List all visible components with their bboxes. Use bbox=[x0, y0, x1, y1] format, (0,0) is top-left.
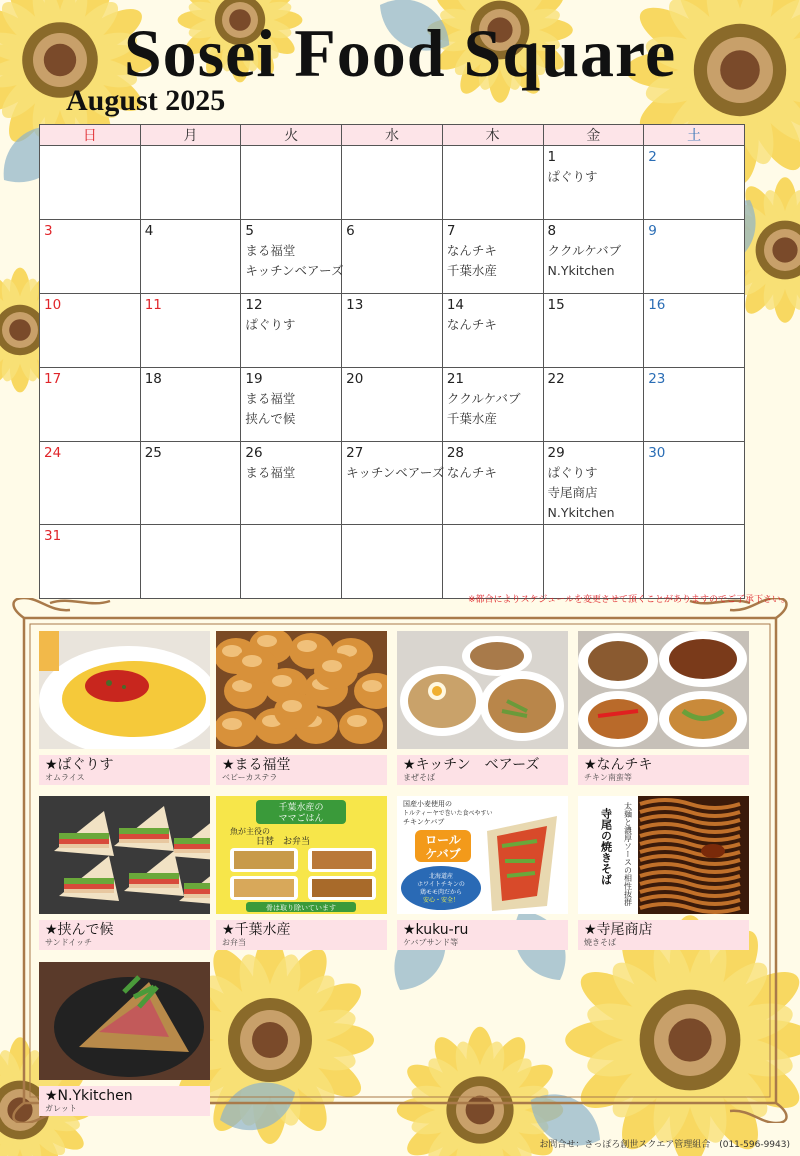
day-number: 27 bbox=[346, 445, 364, 461]
day-number: 15 bbox=[547, 297, 565, 313]
calendar-week-row bbox=[40, 442, 745, 525]
calendar-event: まる福堂 bbox=[245, 391, 296, 406]
day-number: 6 bbox=[346, 223, 355, 239]
svg-text:魚が主役の: 魚が主役の bbox=[230, 827, 270, 836]
day-number: 14 bbox=[446, 297, 464, 313]
calendar-day-cell bbox=[644, 146, 745, 220]
day-number: 29 bbox=[547, 445, 565, 461]
day-number: 13 bbox=[346, 297, 364, 313]
vendor-menu: 焼きそば bbox=[584, 938, 616, 947]
weekday-header: 金 bbox=[543, 125, 644, 146]
vendor-photo bbox=[39, 962, 210, 1080]
vendor-menu: サンドイッチ bbox=[45, 938, 93, 947]
vendor-menu: お弁当 bbox=[222, 938, 246, 947]
calendar-day-cell bbox=[543, 294, 644, 368]
day-number: 22 bbox=[547, 371, 565, 387]
vendor-card bbox=[397, 631, 568, 783]
calendar-week-row bbox=[40, 220, 745, 294]
calendar-day-cell bbox=[40, 525, 141, 599]
weekday-header: 月 bbox=[140, 125, 241, 146]
vendor-caption bbox=[39, 755, 210, 785]
calendar-day-cell bbox=[241, 525, 342, 599]
vendor-photo bbox=[578, 796, 749, 914]
calendar-event: なんチキ bbox=[446, 243, 497, 258]
calendar-day-cell bbox=[442, 525, 543, 599]
vendor-menu: ケバブサンド等 bbox=[403, 938, 459, 947]
vendor-photo bbox=[39, 631, 210, 749]
calendar-event: ぱぐりす bbox=[547, 465, 598, 480]
calendar-event: 千葉水産 bbox=[446, 263, 497, 278]
vendor-caption bbox=[578, 755, 749, 785]
vendor-card bbox=[39, 631, 210, 783]
calendar-day-cell bbox=[442, 220, 543, 294]
vendor-photo bbox=[39, 796, 210, 914]
vendor-caption bbox=[39, 1086, 210, 1116]
vendor-caption bbox=[216, 920, 387, 950]
day-number: 24 bbox=[44, 445, 62, 461]
calendar-day-cell bbox=[140, 220, 241, 294]
vendor-name: ★N.Ykitchen bbox=[45, 1088, 133, 1104]
vendor-name: ★まる福堂 bbox=[222, 757, 291, 773]
day-number: 12 bbox=[245, 297, 263, 313]
calendar-day-cell bbox=[140, 368, 241, 442]
vendor-photo bbox=[397, 796, 568, 914]
calendar-day-cell bbox=[543, 220, 644, 294]
day-number: 17 bbox=[44, 371, 62, 387]
day-number: 3 bbox=[44, 223, 53, 239]
vendor-menu: ガレット bbox=[45, 1104, 77, 1113]
svg-text:ホワイトチキンの: ホワイトチキンの bbox=[417, 881, 465, 888]
vendor-card bbox=[578, 796, 749, 948]
calendar-day-cell bbox=[543, 368, 644, 442]
calendar-event: ぱぐりす bbox=[547, 169, 598, 184]
svg-text:国産小麦使用の: 国産小麦使用の bbox=[403, 800, 452, 808]
weekday-header: 木 bbox=[442, 125, 543, 146]
vendor-menu: チキン南蛮等 bbox=[584, 773, 632, 782]
svg-text:鶏モモ肉だから: 鶏モモ肉だから bbox=[419, 889, 463, 896]
calendar-event: ククルケバブ bbox=[547, 243, 622, 258]
calendar-day-cell bbox=[40, 146, 141, 220]
day-number: 26 bbox=[245, 445, 263, 461]
calendar-day-cell bbox=[543, 525, 644, 599]
day-number: 28 bbox=[446, 445, 464, 461]
svg-text:日替 お弁当: 日替 お弁当 bbox=[256, 837, 311, 847]
vendor-caption bbox=[397, 755, 568, 785]
vendor-name: ★kuku-ru bbox=[403, 922, 469, 938]
day-number: 1 bbox=[547, 149, 557, 165]
calendar-event: ククルケバブ bbox=[446, 391, 521, 406]
schedule-change-note: ※都合によりスケジュールを変更させて頂くことがありますのでご了承下さい。 bbox=[467, 595, 790, 605]
svg-text:安心・安全！: 安心・安全！ bbox=[422, 897, 460, 904]
calendar-day-cell bbox=[543, 146, 644, 220]
day-number: 4 bbox=[144, 223, 154, 239]
vendor-menu: オムライス bbox=[45, 773, 85, 782]
calendar-day-cell bbox=[140, 442, 241, 525]
calendar-day-cell bbox=[241, 368, 342, 442]
weekday-header: 火 bbox=[241, 125, 342, 146]
day-number: 5 bbox=[245, 223, 254, 239]
day-number: 21 bbox=[446, 371, 464, 387]
calendar-week-row bbox=[40, 294, 745, 368]
day-number: 16 bbox=[648, 297, 666, 313]
calendar-event: N.Ykitchen bbox=[547, 263, 615, 278]
svg-text:骨は取り除いています: 骨は取り除いています bbox=[266, 904, 336, 912]
day-number: 11 bbox=[144, 297, 162, 313]
contact-info: お問合せ：さっぽろ創世スクエア管理組合 (011-596-9943) bbox=[539, 1140, 790, 1150]
calendar-day-cell bbox=[342, 294, 443, 368]
vendor-menu: ベビーカステラ bbox=[222, 773, 278, 782]
calendar-day-cell bbox=[40, 442, 141, 525]
vendor-photo bbox=[578, 631, 749, 749]
calendar-day-cell bbox=[40, 294, 141, 368]
weekday-header: 日 bbox=[40, 125, 141, 146]
svg-text:ケバブ: ケバブ bbox=[425, 847, 461, 861]
calendar-day-cell bbox=[342, 442, 443, 525]
weekday-header: 土 bbox=[644, 125, 745, 146]
calendar-day-cell bbox=[442, 368, 543, 442]
vendor-name: ★千葉水産 bbox=[222, 922, 291, 938]
page-title: Sosei Food Square bbox=[123, 15, 677, 91]
vendor-photo bbox=[397, 631, 568, 749]
vendor-name: ★挟んで候 bbox=[45, 922, 114, 938]
calendar-event: ぱぐりす bbox=[245, 317, 296, 332]
day-number: 10 bbox=[44, 297, 62, 313]
svg-text:太麺と濃厚ソースの相性抜群: 太麺と濃厚ソースの相性抜群 bbox=[623, 802, 633, 906]
svg-text:北海道産: 北海道産 bbox=[428, 873, 454, 880]
calendar-day-cell bbox=[241, 294, 342, 368]
vendor-caption bbox=[397, 920, 568, 950]
calendar-event: キッチンベアーズ bbox=[346, 465, 445, 480]
vendor-photo bbox=[216, 631, 387, 749]
vendor-card bbox=[39, 796, 210, 948]
calendar-day-cell bbox=[342, 146, 443, 220]
calendar-day-cell bbox=[241, 220, 342, 294]
vendor-card bbox=[216, 796, 387, 948]
svg-text:寺尾の焼きそば: 寺尾の焼きそば bbox=[599, 808, 613, 885]
calendar-day-cell bbox=[644, 442, 745, 525]
calendar-day-cell bbox=[644, 294, 745, 368]
day-number: 30 bbox=[648, 445, 666, 461]
calendar-event: なんチキ bbox=[446, 465, 497, 480]
day-number: 2 bbox=[648, 149, 657, 165]
vendor-card bbox=[578, 631, 749, 783]
day-number: 23 bbox=[648, 371, 666, 387]
day-number: 7 bbox=[446, 223, 456, 239]
day-number: 8 bbox=[547, 223, 557, 239]
calendar-body bbox=[40, 146, 745, 599]
calendar-day-cell bbox=[342, 368, 443, 442]
calendar-day-cell bbox=[40, 220, 141, 294]
vendor-menu: まぜそば bbox=[403, 773, 435, 782]
calendar-day-cell bbox=[140, 525, 241, 599]
calendar-week-row bbox=[40, 525, 745, 599]
weekday-header-row bbox=[40, 125, 745, 146]
calendar-day-cell bbox=[40, 368, 141, 442]
vendor-card bbox=[216, 631, 387, 783]
vendor-photo bbox=[216, 796, 387, 914]
calendar-event: キッチンベアーズ bbox=[245, 263, 344, 278]
svg-text:ママごはん: ママごはん bbox=[278, 814, 324, 824]
calendar-day-cell bbox=[140, 294, 241, 368]
calendar-event: 千葉水産 bbox=[446, 411, 497, 426]
calendar-day-cell bbox=[644, 220, 745, 294]
calendar-day-cell bbox=[342, 525, 443, 599]
day-number: 18 bbox=[144, 371, 162, 387]
calendar-week-row bbox=[40, 146, 745, 220]
svg-text:トルティーヤで巻いた食べやすい: トルティーヤで巻いた食べやすい bbox=[403, 810, 493, 817]
weekday-header: 水 bbox=[342, 125, 443, 146]
vendor-name: ★寺尾商店 bbox=[584, 922, 653, 938]
calendar-day-cell bbox=[442, 146, 543, 220]
svg-text:チキンケバブ: チキンケバブ bbox=[403, 818, 445, 826]
day-number: 31 bbox=[44, 528, 62, 544]
calendar-day-cell bbox=[241, 146, 342, 220]
svg-text:ロール: ロール bbox=[425, 833, 461, 847]
day-number: 20 bbox=[346, 371, 364, 387]
calendar-day-cell bbox=[342, 220, 443, 294]
month-label: August 2025 bbox=[66, 84, 226, 117]
calendar-day-cell bbox=[543, 442, 644, 525]
calendar-day-cell bbox=[442, 294, 543, 368]
vendor-caption bbox=[578, 920, 749, 950]
calendar-event: まる福堂 bbox=[245, 465, 296, 480]
calendar-event: N.Ykitchen bbox=[547, 505, 615, 520]
vendor-caption bbox=[216, 755, 387, 785]
calendar-day-cell bbox=[644, 368, 745, 442]
calendar-week-row bbox=[40, 368, 745, 442]
calendar-table bbox=[39, 124, 745, 599]
day-number: 9 bbox=[648, 223, 657, 239]
calendar-day-cell bbox=[644, 525, 745, 599]
vendor-name: ★なんチキ bbox=[584, 757, 653, 773]
vendor-name: ★キッチン ベアーズ bbox=[403, 757, 540, 773]
calendar-event: なんチキ bbox=[446, 317, 497, 332]
vendor-card bbox=[39, 962, 210, 1114]
day-number: 25 bbox=[144, 445, 162, 461]
vendor-card bbox=[397, 796, 568, 948]
calendar-day-cell bbox=[241, 442, 342, 525]
day-number: 19 bbox=[245, 371, 263, 387]
vendor-name: ★ぱぐりす bbox=[45, 757, 114, 773]
svg-text:千葉水産の: 千葉水産の bbox=[278, 803, 324, 813]
calendar-event: まる福堂 bbox=[245, 243, 296, 258]
calendar-day-cell bbox=[442, 442, 543, 525]
calendar-event: 寺尾商店 bbox=[547, 485, 598, 500]
calendar-day-cell bbox=[140, 146, 241, 220]
vendor-caption bbox=[39, 920, 210, 950]
calendar-event: 挟んで候 bbox=[245, 411, 296, 426]
